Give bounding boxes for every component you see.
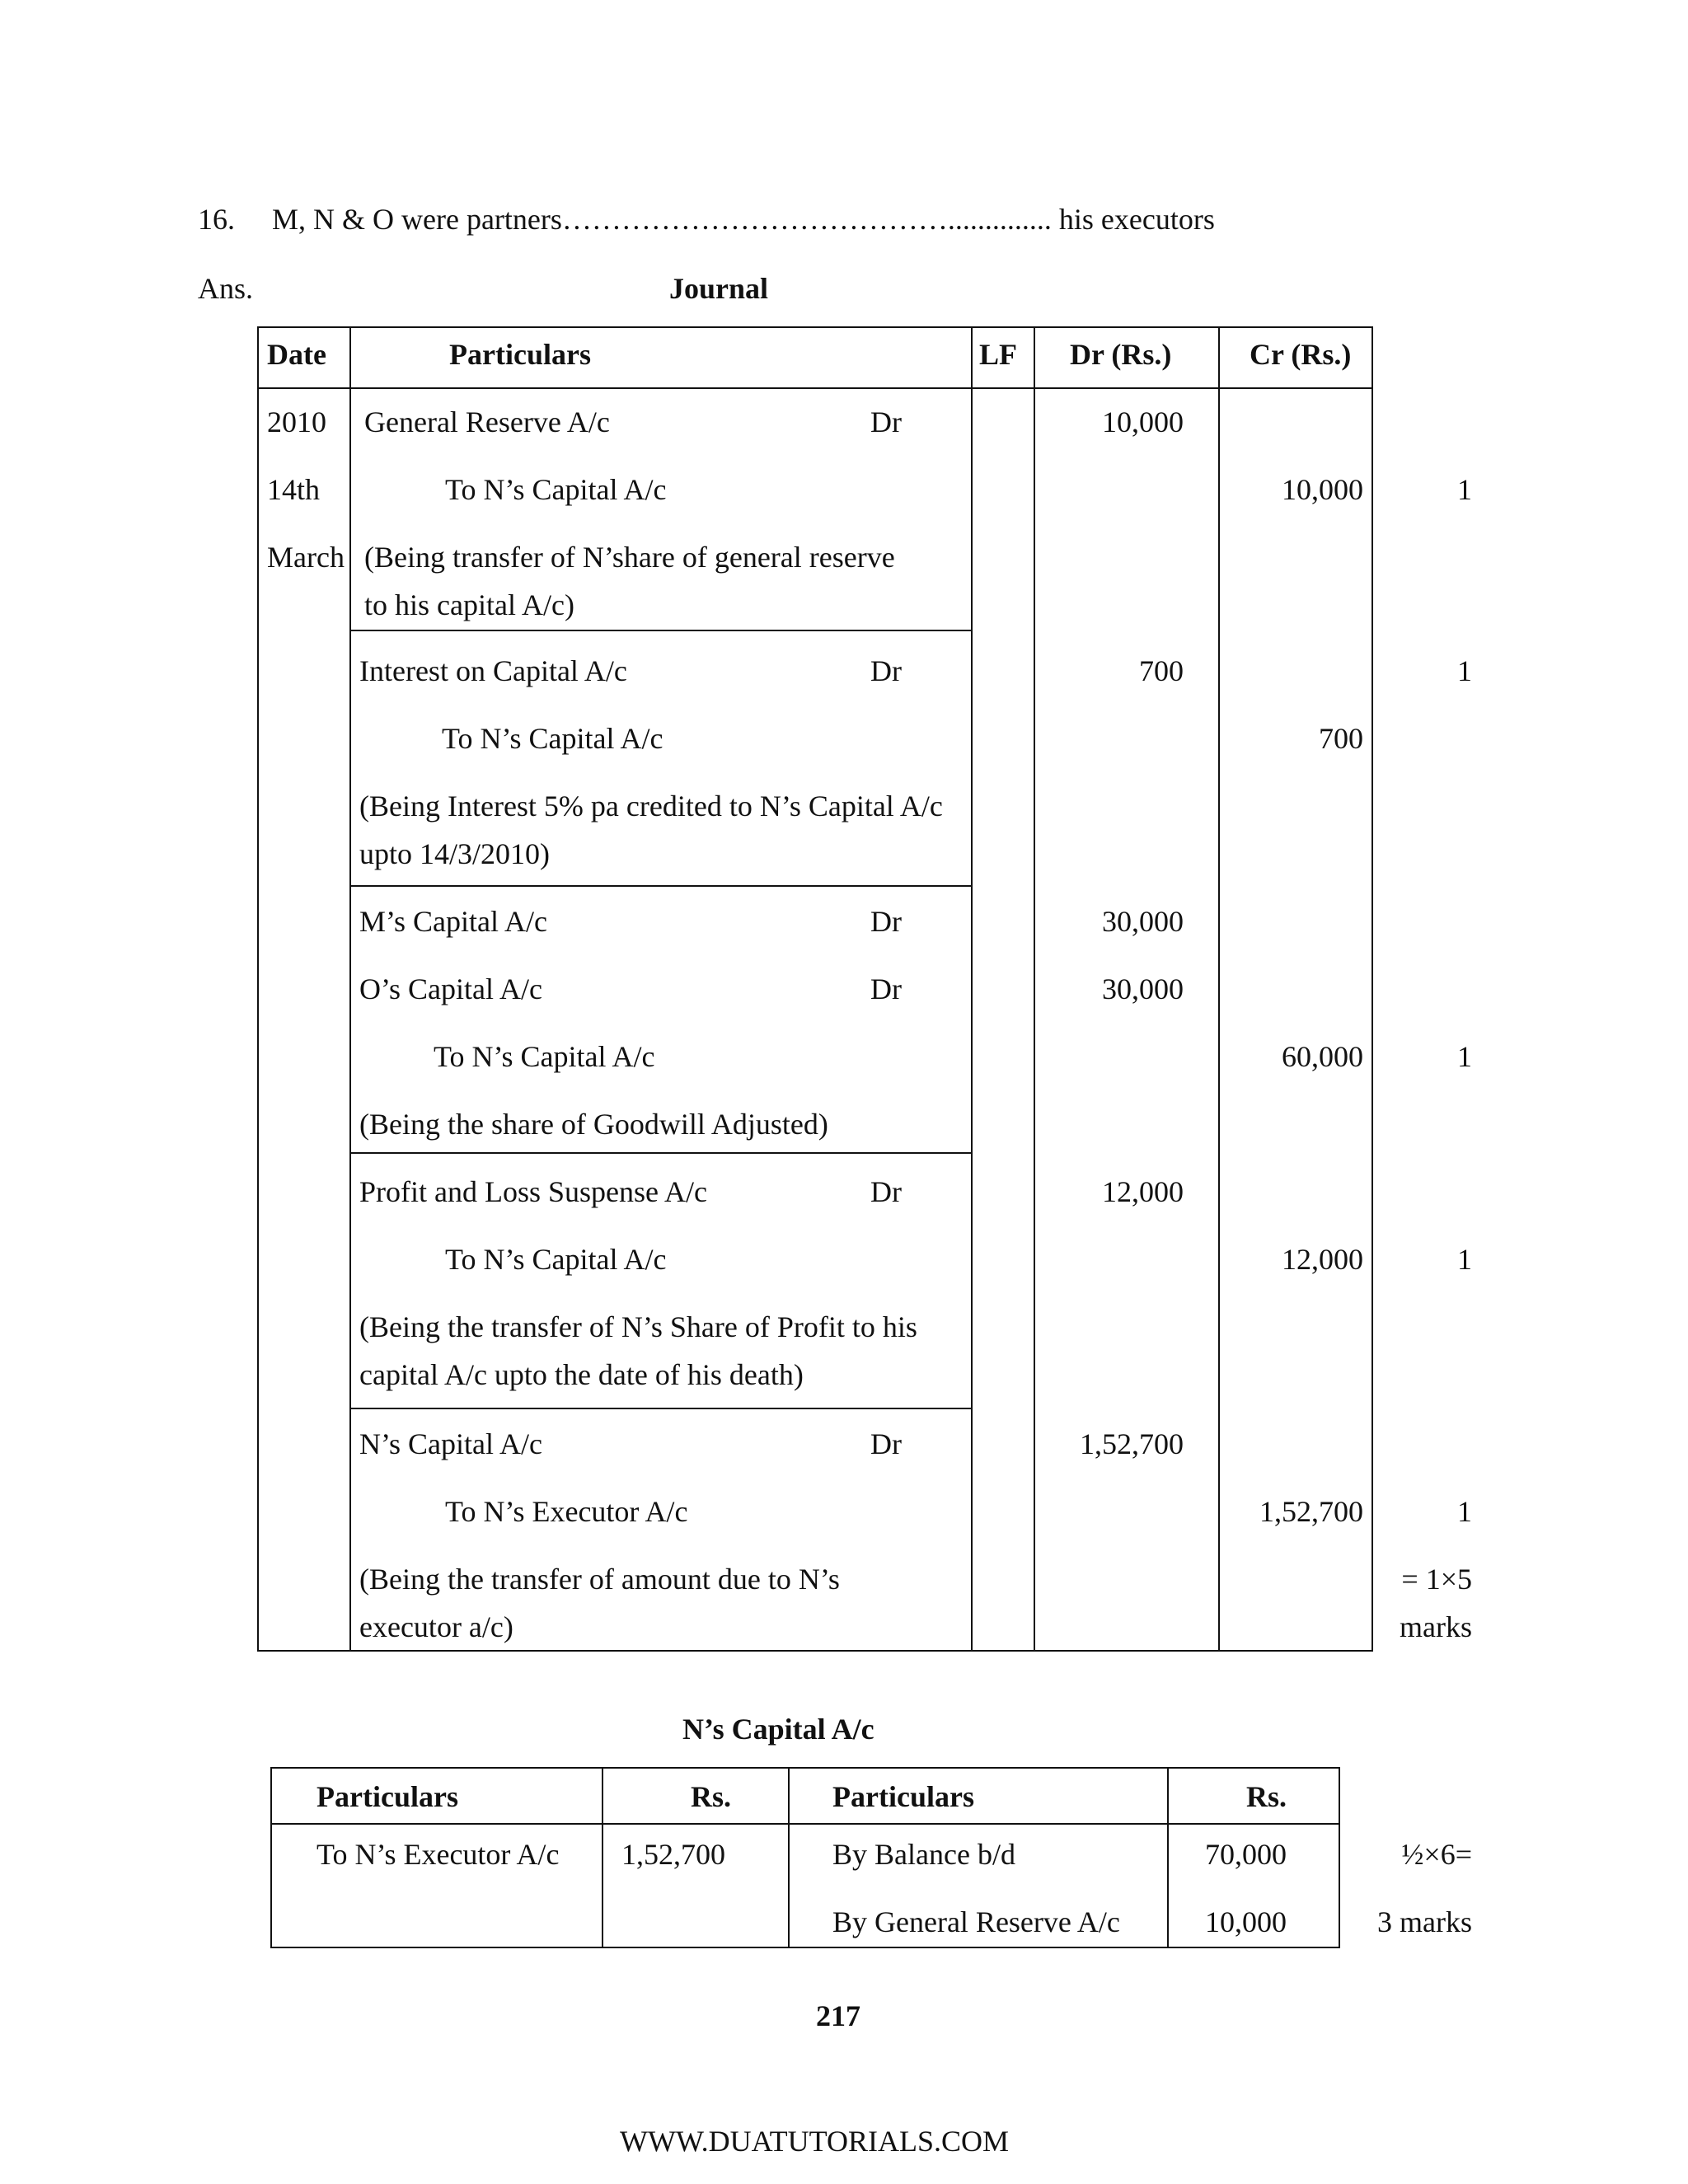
question-text: M, N & O were partners………………………………….............. his executors <box>272 203 1215 236</box>
total-marks: = 1×5 <box>1401 1563 1472 1596</box>
dr-label: Dr <box>870 654 902 687</box>
credit-account: To N’s Capital A/c <box>442 722 663 755</box>
narration-line: (Being the transfer of N’s Share of Profit to his <box>359 1310 917 1343</box>
credit-amount: 700 <box>1319 722 1363 755</box>
header-particulars: Particulars <box>449 338 591 371</box>
header-lf: LF <box>979 338 1018 371</box>
ledger-credit-particulars: By Balance b/d <box>832 1838 1015 1871</box>
debit-account: General Reserve A/c <box>364 405 610 438</box>
dr-label: Dr <box>870 905 902 938</box>
narration-line: (Being the share of Goodwill Adjusted) <box>359 1108 828 1141</box>
header-date: Date <box>267 338 326 371</box>
narration-line: upto 14/3/2010) <box>359 837 550 870</box>
ledger-header-particulars-right: Particulars <box>832 1780 974 1813</box>
dr-label: Dr <box>870 405 902 438</box>
ledger-debit-amount: 1,52,700 <box>621 1838 725 1871</box>
narration-line: to his capital A/c) <box>364 588 574 621</box>
date-day: 14th <box>267 473 321 506</box>
credit-account: To N’s Capital A/c <box>445 473 667 506</box>
question-number: 16. <box>198 203 235 236</box>
journal-title: Journal <box>669 272 769 305</box>
ledger-credit-amount: 10,000 <box>1205 1905 1287 1938</box>
dr-label: Dr <box>870 1427 902 1460</box>
credit-account: To N’s Capital A/c <box>434 1040 655 1073</box>
ledger-credit-particulars: By General Reserve A/c <box>832 1905 1120 1938</box>
ledger-debit-particulars: To N’s Executor A/c <box>316 1838 560 1871</box>
ledger-marks-formula: ½×6= <box>1401 1838 1472 1871</box>
narration-line: (Being Interest 5% pa credited to N’s Capital A/c <box>359 790 943 823</box>
header-cr: Cr (Rs.) <box>1250 338 1352 371</box>
narration-line: capital A/c upto the date of his death) <box>359 1358 804 1391</box>
dr-label: Dr <box>870 972 902 1005</box>
credit-account: To N’s Capital A/c <box>445 1243 667 1276</box>
dr-label: Dr <box>870 1175 902 1208</box>
page-number: 217 <box>816 1999 860 2032</box>
credit-amount: 12,000 <box>1282 1243 1363 1276</box>
mark: 1 <box>1457 1495 1472 1528</box>
footer-url: WWW.DUATUTORIALS.COM <box>620 2125 1009 2158</box>
mark: 1 <box>1457 1243 1472 1276</box>
answer-label: Ans. <box>198 272 254 305</box>
debit-amount: 30,000 <box>1102 972 1184 1005</box>
mark: 1 <box>1457 473 1472 506</box>
credit-amount: 1,52,700 <box>1259 1495 1363 1528</box>
debit-account: Interest on Capital A/c <box>359 654 627 687</box>
mark: 1 <box>1457 1040 1472 1073</box>
credit-account: To N’s Executor A/c <box>445 1495 688 1528</box>
debit-amount: 1,52,700 <box>1080 1427 1184 1460</box>
total-marks-label: marks <box>1400 1610 1472 1643</box>
ledger-marks-total: 3 marks <box>1377 1905 1472 1938</box>
narration-line: (Being the transfer of amount due to N’s <box>359 1563 840 1596</box>
mark: 1 <box>1457 654 1472 687</box>
ledger-header-rs-left: Rs. <box>691 1780 732 1813</box>
debit-amount: 10,000 <box>1102 405 1184 438</box>
ledger-header-particulars-left: Particulars <box>316 1780 458 1813</box>
date-year: 2010 <box>267 405 326 438</box>
debit-account: O’s Capital A/c <box>359 972 542 1005</box>
ledger-credit-amount: 70,000 <box>1205 1838 1287 1871</box>
narration-line: (Being transfer of N’share of general reserve <box>364 541 895 574</box>
narration-line: executor a/c) <box>359 1610 513 1643</box>
credit-amount: 60,000 <box>1282 1040 1363 1073</box>
date-month: March <box>267 541 345 574</box>
debit-account: Profit and Loss Suspense A/c <box>359 1175 707 1208</box>
debit-account: N’s Capital A/c <box>359 1427 542 1460</box>
debit-amount: 12,000 <box>1102 1175 1184 1208</box>
debit-amount: 30,000 <box>1102 905 1184 938</box>
debit-amount: 700 <box>1139 654 1184 687</box>
ledger-title: N’s Capital A/c <box>682 1713 874 1746</box>
header-dr: Dr (Rs.) <box>1070 338 1172 371</box>
debit-account: M’s Capital A/c <box>359 905 547 938</box>
ledger-header-rs-right: Rs. <box>1246 1780 1287 1813</box>
credit-amount: 10,000 <box>1282 473 1363 506</box>
